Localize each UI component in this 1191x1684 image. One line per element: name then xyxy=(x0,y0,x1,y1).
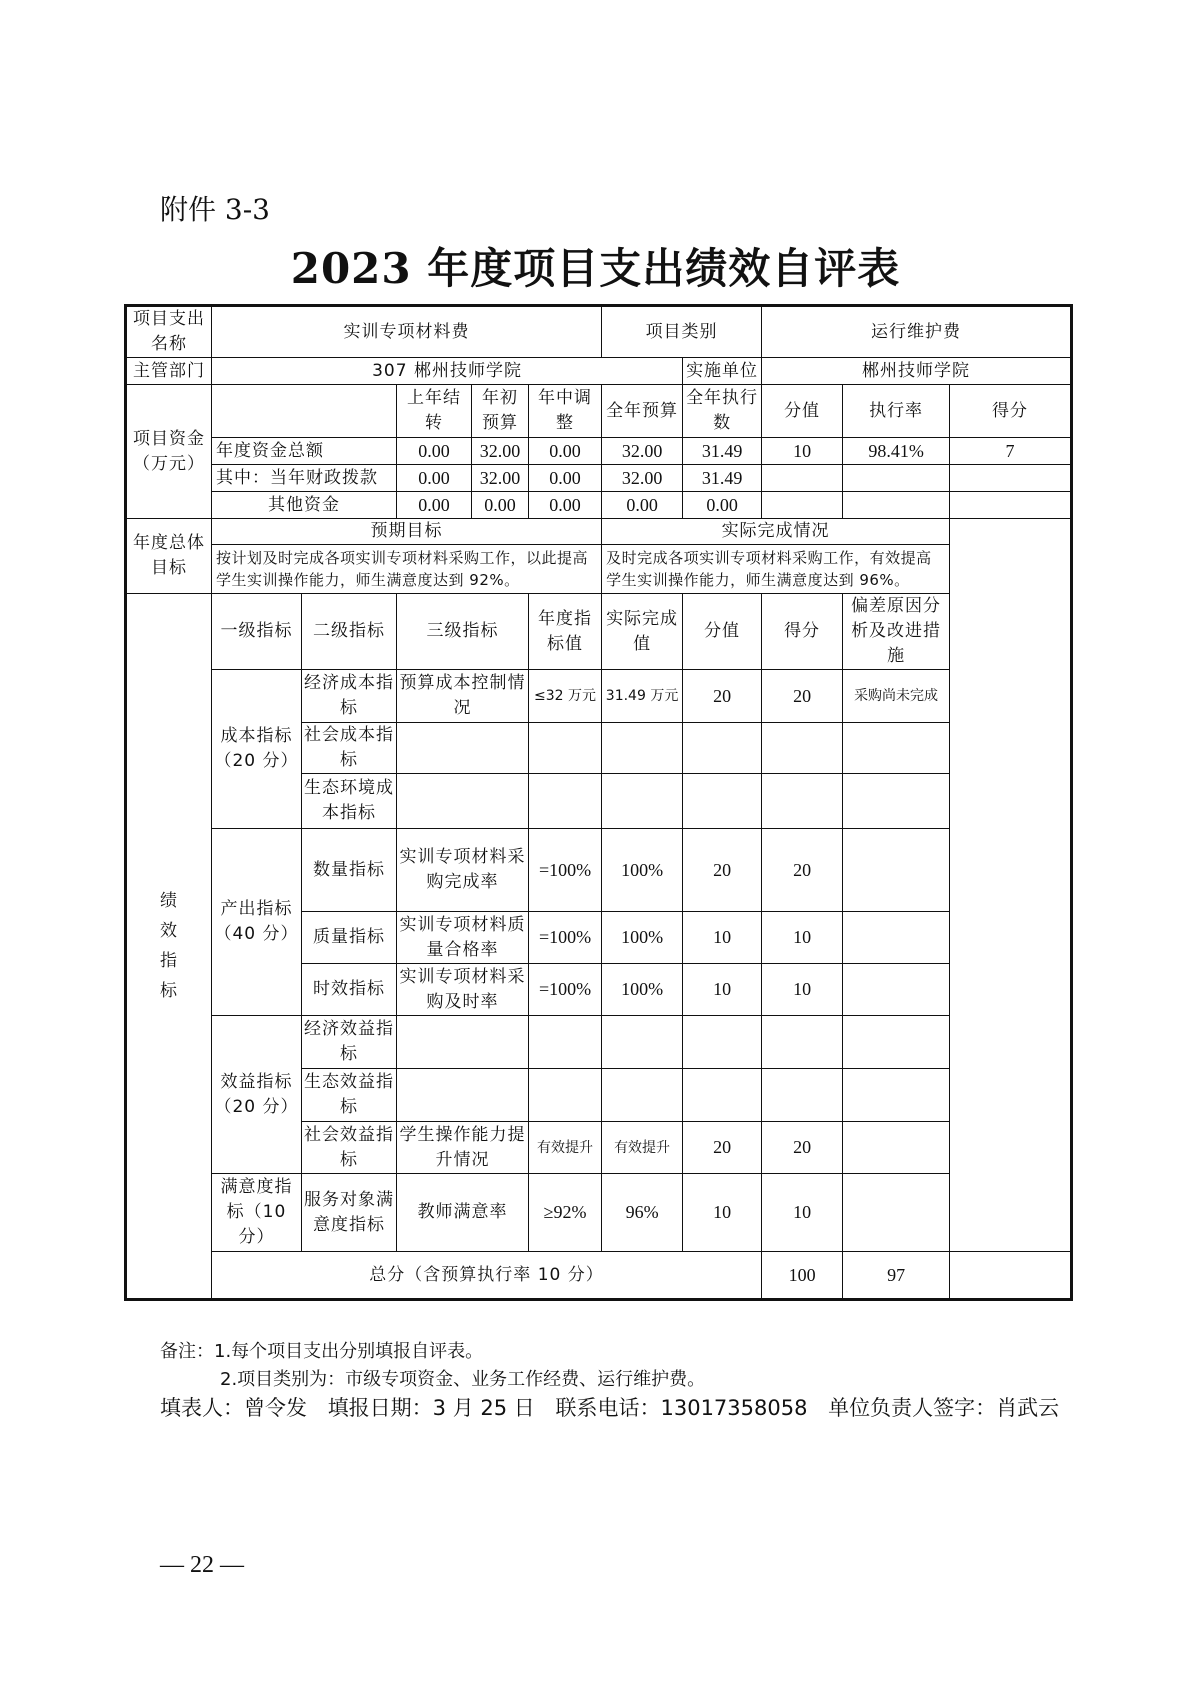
level2-indicator: 生态环境成本指标 xyxy=(302,774,397,829)
level2-indicator: 经济效益指标 xyxy=(302,1016,397,1069)
funds-cell xyxy=(950,492,1072,519)
funds-cell: 32.00 xyxy=(602,438,683,465)
level2-indicator: 社会效益指标 xyxy=(302,1122,397,1174)
target-value: ≤32 万元 xyxy=(529,670,602,723)
target-value xyxy=(529,723,602,774)
funds-cell: 0.00 xyxy=(529,492,602,519)
deviation-note xyxy=(843,1122,950,1174)
funds-cell: 32.00 xyxy=(472,438,529,465)
funds-cell: 0.00 xyxy=(472,492,529,519)
level3-indicator: 教师满意率 xyxy=(397,1174,529,1252)
level1-indicator: 产出指标（40 分） xyxy=(212,829,302,1016)
actual-value xyxy=(602,1016,683,1069)
funds-row xyxy=(126,438,1072,465)
page-number: — 22 — xyxy=(160,1552,244,1578)
funds-col-header: 年中调整 xyxy=(529,385,602,438)
actual-value: 有效提升 xyxy=(602,1122,683,1174)
funds-col-header: 分值 xyxy=(762,385,843,438)
deviation-note xyxy=(843,829,950,912)
note-line-2: 2.项目类别为：市级专项资金、业务工作经费、运行维护费。 xyxy=(220,1369,706,1390)
indicator-col-header: 实际完成值 xyxy=(602,594,683,670)
page-title: 2023 年度项目支出绩效自评表 xyxy=(290,244,901,293)
target-value: =100% xyxy=(529,829,602,912)
self-evaluation-table xyxy=(124,304,1073,1301)
project-name-label: 项目支出名称 xyxy=(126,306,212,358)
funds-cell: 0.00 xyxy=(602,492,683,519)
target-value xyxy=(529,774,602,829)
filled-by: 填表人：曾令发 xyxy=(160,1396,307,1420)
funds-cell xyxy=(762,465,843,492)
notes xyxy=(160,1338,705,1394)
score-value xyxy=(683,1069,762,1122)
expected-goal: 按计划及时完成各项实训专项材料采购工作，以此提高学生实训操作能力，师生满意度达到 92%。 xyxy=(212,545,602,594)
funds-cell: 32.00 xyxy=(602,465,683,492)
deviation-note xyxy=(843,1174,950,1252)
funds-cell: 31.49 xyxy=(683,438,762,465)
attachment-label: 附件 3-3 xyxy=(160,193,270,226)
department: 307 郴州技师学院 xyxy=(212,358,683,385)
target-value: =100% xyxy=(529,912,602,964)
level2-indicator: 时效指标 xyxy=(302,964,397,1016)
funds-cell xyxy=(762,492,843,519)
department-label: 主管部门 xyxy=(126,358,212,385)
score-value: 10 xyxy=(683,912,762,964)
level1-indicator: 满意度指标（10 分） xyxy=(212,1174,302,1252)
total-note xyxy=(950,1252,1072,1300)
funds-col-header: 得分 xyxy=(950,385,1072,438)
indicator-col-header: 得分 xyxy=(762,594,843,670)
got-value xyxy=(762,1016,843,1069)
score-value: 20 xyxy=(683,670,762,723)
note-line-1: 备注：1.每个项目支出分别填报自评表。 xyxy=(160,1341,484,1362)
level2-indicator: 数量指标 xyxy=(302,829,397,912)
contact-phone: 联系电话：13017358058 xyxy=(555,1396,808,1420)
got-value: 10 xyxy=(762,1174,843,1252)
project-type: 运行维护费 xyxy=(762,306,1072,358)
level1-indicator: 效益指标（20 分） xyxy=(212,1016,302,1174)
funds-col-header: 上年结转 xyxy=(397,385,472,438)
deviation-note xyxy=(843,723,950,774)
actual-value xyxy=(602,774,683,829)
got-value: 10 xyxy=(762,912,843,964)
actual-value: 100% xyxy=(602,964,683,1016)
unit: 郴州技师学院 xyxy=(762,358,1072,385)
indicator-row xyxy=(126,670,1072,723)
indicator-row xyxy=(126,829,1072,912)
score-value xyxy=(683,1016,762,1069)
score-value: 10 xyxy=(683,1174,762,1252)
total-got: 97 xyxy=(843,1252,950,1300)
funds-cell: 31.49 xyxy=(683,465,762,492)
funds-row xyxy=(126,465,1072,492)
target-value: ≥92% xyxy=(529,1174,602,1252)
actual-value: 100% xyxy=(602,829,683,912)
got-value xyxy=(762,1069,843,1122)
leader-signature: 单位负责人签字：肖武云 xyxy=(828,1396,1060,1420)
total-score: 100 xyxy=(762,1252,843,1300)
funds-cell xyxy=(843,465,950,492)
funds-cell: 98.41% xyxy=(843,438,950,465)
level3-indicator: 实训专项材料质量合格率 xyxy=(397,912,529,964)
indicator-col-header: 年度指标值 xyxy=(529,594,602,670)
funds-cell xyxy=(950,465,1072,492)
funds-cell: 0.00 xyxy=(397,465,472,492)
deviation-note xyxy=(843,774,950,829)
target-value xyxy=(529,1016,602,1069)
actual-value: 31.49 万元 xyxy=(602,670,683,723)
actual-value: 100% xyxy=(602,912,683,964)
indicator-row xyxy=(126,1016,1072,1069)
actual-goal-label: 实际完成情况 xyxy=(602,519,950,545)
funds-col-header: 全年预算 xyxy=(602,385,683,438)
funds-row-label: 其他资金 xyxy=(212,492,397,519)
indicator-col-header: 偏差原因分析及改进措施 xyxy=(843,594,950,670)
funds-label: 项目资金（万元） xyxy=(126,385,212,519)
fill-date: 填报日期：3 月 25 日 xyxy=(327,1396,535,1420)
funds-row-label: 其中：当年财政拨款 xyxy=(212,465,397,492)
funds-cell: 0.00 xyxy=(683,492,762,519)
score-value xyxy=(683,774,762,829)
funds-cell: 0.00 xyxy=(397,492,472,519)
goals-label: 年度总体目标 xyxy=(126,519,212,594)
got-value: 20 xyxy=(762,829,843,912)
funds-cell: 0.00 xyxy=(529,465,602,492)
level1-indicator: 成本指标（20 分） xyxy=(212,670,302,829)
actual-value: 96% xyxy=(602,1174,683,1252)
funds-row xyxy=(126,492,1072,519)
funds-col-header: 全年执行数 xyxy=(683,385,762,438)
total-row xyxy=(126,1252,1072,1300)
funds-blank-header xyxy=(212,385,397,438)
level3-indicator: 预算成本控制情况 xyxy=(397,670,529,723)
got-value xyxy=(762,774,843,829)
funds-cell: 7 xyxy=(950,438,1072,465)
level3-indicator: 学生操作能力提升情况 xyxy=(397,1122,529,1174)
filler-info xyxy=(160,1392,1073,1422)
score-value: 10 xyxy=(683,964,762,1016)
indicator-col-header: 分值 xyxy=(683,594,762,670)
expected-goal-label: 预期目标 xyxy=(212,519,602,545)
deviation-note: 采购尚未完成 xyxy=(843,670,950,723)
got-value: 20 xyxy=(762,670,843,723)
level2-indicator: 服务对象满意度指标 xyxy=(302,1174,397,1252)
level3-indicator: 实训专项材料采购完成率 xyxy=(397,829,529,912)
funds-cell: 0.00 xyxy=(529,438,602,465)
deviation-note xyxy=(843,1069,950,1122)
target-value: 有效提升 xyxy=(529,1122,602,1174)
got-value xyxy=(762,723,843,774)
level2-indicator: 生态效益指标 xyxy=(302,1069,397,1122)
got-value: 20 xyxy=(762,1122,843,1174)
level3-indicator: 实训专项材料采购及时率 xyxy=(397,964,529,1016)
deviation-note xyxy=(843,1016,950,1069)
actual-value xyxy=(602,1069,683,1122)
deviation-note xyxy=(843,964,950,1016)
level2-indicator: 质量指标 xyxy=(302,912,397,964)
unit-label: 实施单位 xyxy=(683,358,762,385)
score-value: 20 xyxy=(683,1122,762,1174)
level3-indicator xyxy=(397,1069,529,1122)
project-name: 实训专项材料费 xyxy=(212,306,602,358)
funds-row-label: 年度资金总额 xyxy=(212,438,397,465)
level2-indicator: 社会成本指标 xyxy=(302,723,397,774)
target-value: =100% xyxy=(529,964,602,1016)
score-value xyxy=(683,723,762,774)
level2-indicator: 经济成本指标 xyxy=(302,670,397,723)
total-label: 总分（含预算执行率 10 分） xyxy=(212,1252,762,1300)
funds-cell: 10 xyxy=(762,438,843,465)
funds-cell: 32.00 xyxy=(472,465,529,492)
got-value: 10 xyxy=(762,964,843,1016)
indicator-col-header: 一级指标 xyxy=(212,594,302,670)
indicator-col-header: 三级指标 xyxy=(397,594,529,670)
deviation-note xyxy=(843,912,950,964)
funds-cell: 0.00 xyxy=(397,438,472,465)
funds-col-header: 执行率 xyxy=(843,385,950,438)
funds-col-header: 年初预算 xyxy=(472,385,529,438)
level3-indicator xyxy=(397,774,529,829)
actual-goal: 及时完成各项实训专项材料采购工作，有效提高学生实训操作能力，师生满意度达到 96%。 xyxy=(602,545,950,594)
indicator-row xyxy=(126,1174,1072,1252)
indicators-label: 绩效指标 xyxy=(126,594,212,1300)
funds-cell xyxy=(843,492,950,519)
indicator-col-header: 二级指标 xyxy=(302,594,397,670)
target-value xyxy=(529,1069,602,1122)
project-type-label: 项目类别 xyxy=(602,306,762,358)
level3-indicator xyxy=(397,723,529,774)
score-value: 20 xyxy=(683,829,762,912)
level3-indicator xyxy=(397,1016,529,1069)
actual-value xyxy=(602,723,683,774)
